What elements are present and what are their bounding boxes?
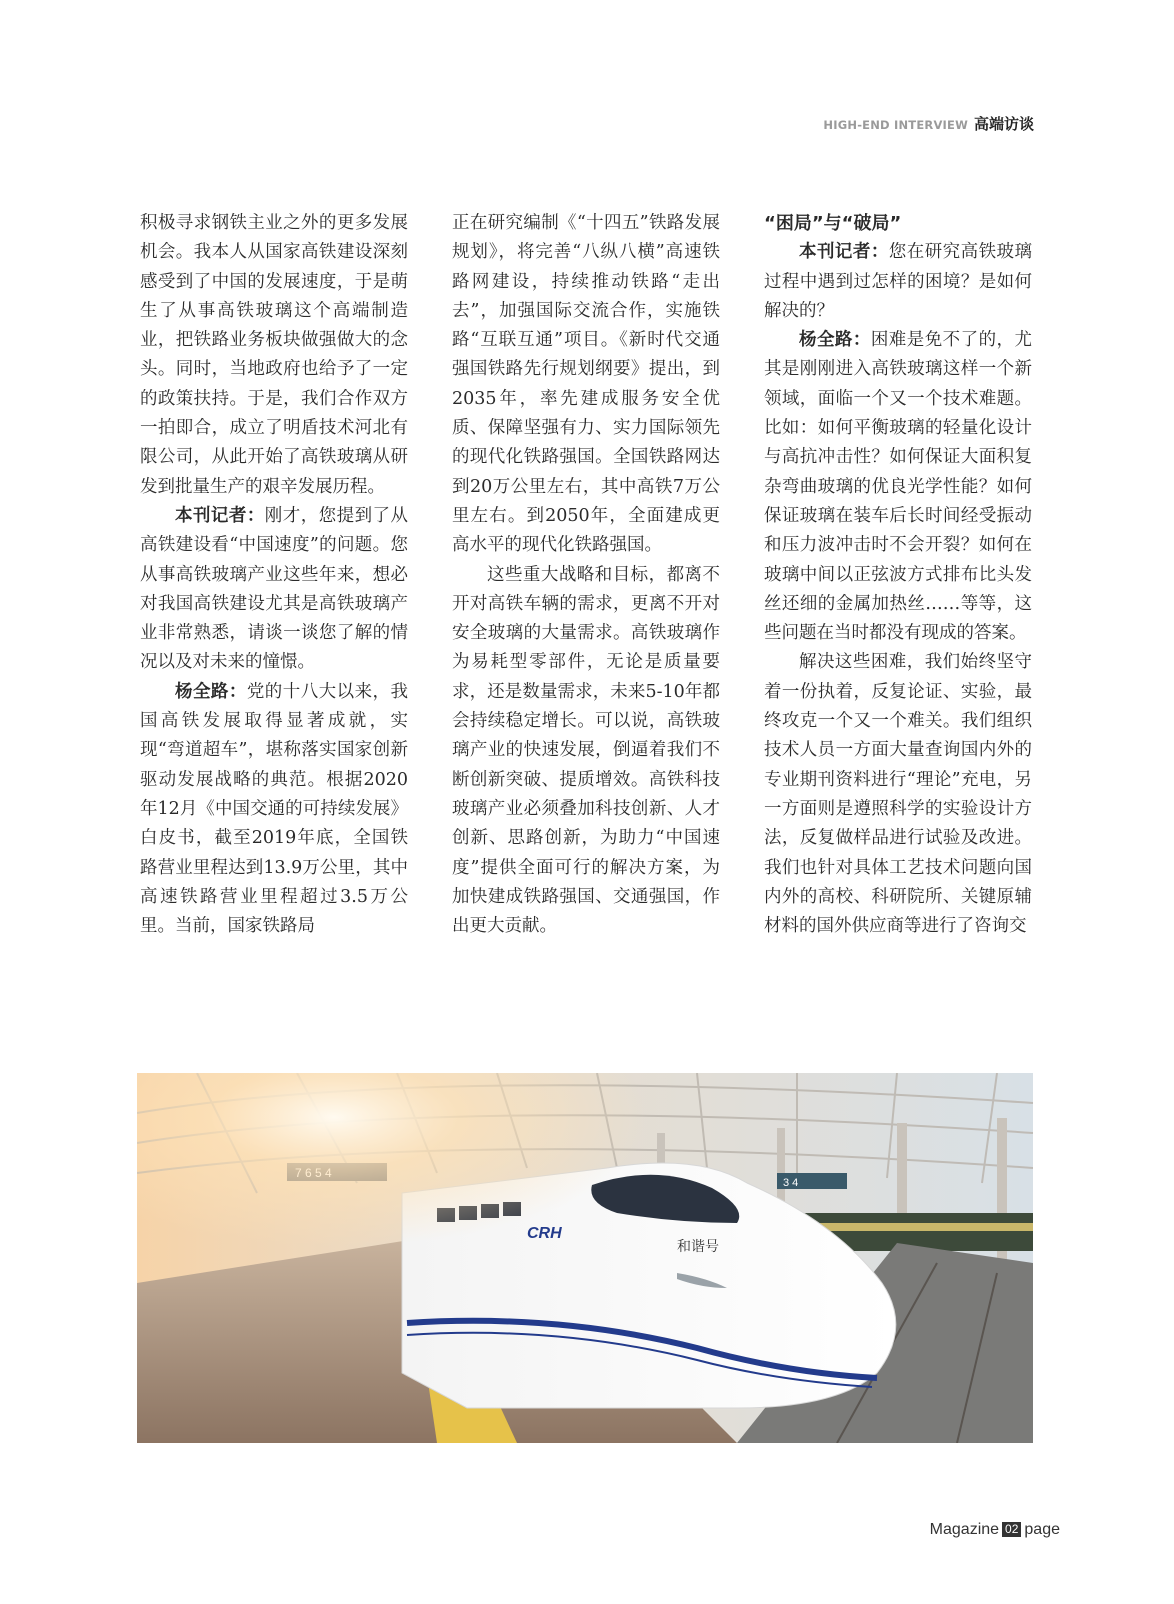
paragraph	[140, 678, 408, 942]
section-heading: “困局”与“破局”	[764, 213, 902, 234]
high-speed-train-illustration	[137, 1073, 1033, 1443]
paragraph	[764, 326, 1032, 648]
paragraph: 解决这些困难，我们始终坚守着一份执着，反复论证、实验，最终攻克一个又一个难关。我们组织技术人员一方面大量查询国内外的专业期刊资料进行“理论”充电，另一方面则是遵照科学的实验设计方法，反复做样品进行试验及改进。我们也针对具体工艺技术问题向国内外的高校、科研院所、关键原辅材料的国外供应商等进行了咨询交	[764, 652, 1032, 937]
paragraph-text: 困难是免不了的，尤其是刚刚进入高铁玻璃这样一个新领域，面临一个又一个技术难题。比如：如何平衡玻璃的轻量化设计与高抗冲击性？如何保证大面积复杂弯曲玻璃的优良光学性能？如何保证玻璃在装车后长时间经受振动和压力波冲击时不会开裂？如何在玻璃中间以正弦波方式排布比头发丝还细的金属加热丝……等等，这些问题在当时都没有现成的答案。	[764, 330, 1033, 644]
speaker-label: 本刊记者：	[799, 242, 889, 263]
paragraph-text: 您在研究高铁玻璃过程中遇到过怎样的困境？是如何解决的？	[764, 242, 1033, 321]
article-column-1	[140, 209, 408, 941]
speaker-label: 杨全路：	[799, 330, 871, 351]
article-column-2	[452, 209, 720, 941]
footer-magazine: Magazine	[929, 1521, 1000, 1538]
speaker-label: 杨全路：	[175, 681, 247, 702]
paragraph	[764, 238, 1032, 326]
article-column-3	[764, 209, 1032, 941]
speaker-label: 本刊记者：	[175, 505, 265, 526]
section-header	[823, 113, 1034, 134]
paragraph-text: 刚才，您提到了从高铁建设看“中国速度”的问题。您从事高铁玻璃产业这些年来，想必对我国高铁建设尤其是高铁玻璃产业非常熟悉，请谈一谈您了解的情况以及对未来的憧憬。	[140, 505, 409, 673]
paragraph	[140, 502, 408, 678]
section-header-en: HIGH-END INTERVIEW	[823, 118, 968, 132]
section-header-zh: 高端访谈	[973, 115, 1034, 133]
paragraph: 积极寻求钢铁主业之外的更多发展机会。我本人从国家高铁建设深刻感受到了中国的发展速度，于是萌生了从事高铁玻璃这个高端制造业，把铁路业务板块做强做大的念头。同时，当地政府也给予了一定的政策扶持。于是，我们合作双方一拍即合，成立了明盾技术河北有限公司，从此开始了高铁玻璃从研发到批量生产的艰辛发展历程。	[140, 213, 408, 497]
footer-page: page	[1024, 1521, 1060, 1538]
page-number: 02	[1002, 1522, 1021, 1537]
paragraph-text: 党的十八大以来，我国高铁发展取得显著成就，实现“弯道超车”，堪称落实国家创新驱动发展战略的典范。根据2020年12月《中国交通的可持续发展》白皮书，截至2019年底，全国铁路营业里程达到13.9万公里，其中高速铁路营业里程超过3.5万公里。当前，国家铁路局	[140, 681, 409, 937]
paragraph: 正在研究编制《“十四五”铁路发展规划》，将完善“八纵八横”高速铁路网建设，持续推动铁路“走出去”，加强国际交流合作，实施铁路“互联互通”项目。《新时代交通强国铁路先行规划纲要》提出，到2035年，率先建成服务安全优质、保障坚强有力、实力国际领先的现代化铁路强国。全国铁路网达到20万公里左右，其中高铁7万公里左右。到2050年，全面建成更高水平的现代化铁路强国。	[452, 213, 720, 556]
paragraph: 这些重大战略和目标，都离不开对高铁车辆的需求，更离不开对安全玻璃的大量需求。高铁玻璃作为易耗型零部件，无论是质量要求，还是数量需求，未来5-10年都会持续稳定增长。可以说，高铁玻璃产业的快速发展，倒逼着我们不断创新突破、提质增效。高铁科技玻璃产业必须叠加科技创新、人才创新、思路创新，为助力“中国速度”提供全面可行的解决方案，为加快建成铁路强国、交通强国，作出更大贡献。	[452, 564, 720, 937]
train-photo	[137, 1073, 1033, 1443]
page-footer	[930, 1521, 1060, 1539]
